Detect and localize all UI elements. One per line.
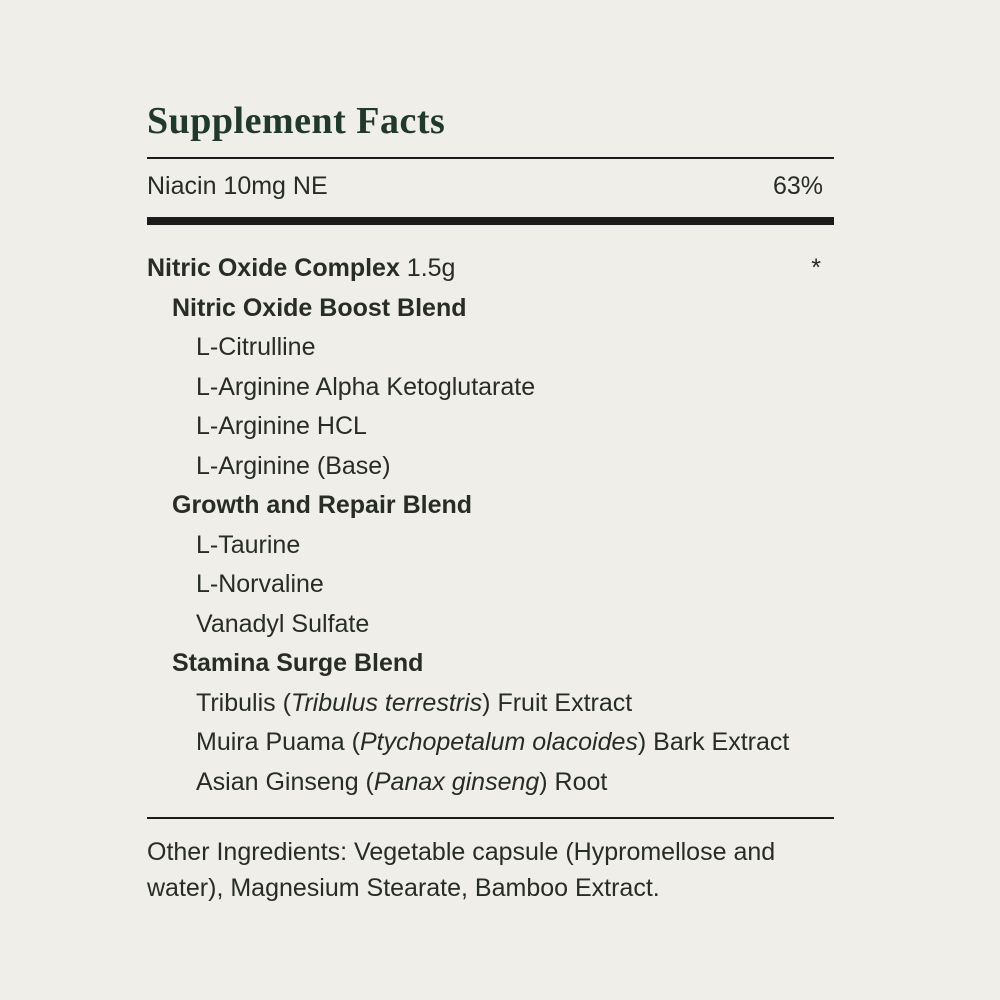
ingredient-row — [147, 684, 834, 724]
ingredient-name: Tribulis (Tribulus terrestris) Fruit Extract — [196, 688, 633, 717]
ingredient-name: Muira Puama (Ptychopetalum olacoides) Bark Extract — [196, 728, 790, 756]
nutrient-daily-value: 63% — [772, 172, 823, 200]
ingredient-name: Growth and Repair Blend — [172, 491, 473, 519]
ingredient-row — [147, 447, 834, 487]
ingredient-name: L-Norvaline — [196, 570, 324, 598]
nutrient-name: Niacin 10mg NE — [147, 172, 328, 200]
ingredient-name: Nitric Oxide Boost Blend — [172, 293, 467, 322]
divider-bottom-thin — [147, 817, 834, 819]
divider-thick — [147, 217, 834, 225]
ingredient-name: Stamina Surge Blend — [172, 649, 424, 677]
ingredient-row — [147, 605, 834, 645]
ingredient-row — [147, 644, 834, 684]
ingredient-name: L-Taurine — [196, 530, 301, 559]
ingredient-list — [147, 249, 834, 802]
panel-title: Supplement Facts — [147, 100, 446, 142]
ingredient-row — [147, 723, 834, 763]
ingredient-row — [147, 368, 834, 408]
ingredient-name: Asian Ginseng (Panax ginseng) Root — [196, 767, 608, 796]
ingredient-name: L-Arginine Alpha Ketoglutarate — [196, 372, 536, 401]
ingredient-row — [147, 565, 834, 605]
ingredient-row — [147, 486, 834, 526]
daily-value-asterisk: * — [811, 254, 821, 282]
ingredient-name: Vanadyl Sulfate — [196, 609, 370, 638]
supplement-facts-panel — [147, 99, 834, 906]
ingredient-row — [147, 407, 834, 447]
ingredient-row — [147, 328, 834, 368]
ingredient-row — [147, 526, 834, 566]
ingredient-row — [147, 249, 834, 289]
ingredient-row — [147, 289, 834, 329]
ingredient-name: L-Arginine (Base) — [196, 451, 391, 480]
nutrient-row-niacin — [147, 159, 834, 217]
ingredient-name: L-Citrulline — [196, 333, 316, 361]
ingredient-row — [147, 763, 834, 803]
other-ingredients-text: Other Ingredients: Vegetable capsule (Hypromellose and water), Magnesium Stearate, Bamboo Extract. — [147, 838, 776, 902]
ingredient-name: Nitric Oxide Complex 1.5g — [147, 254, 456, 282]
ingredient-name: L-Arginine HCL — [196, 412, 367, 440]
